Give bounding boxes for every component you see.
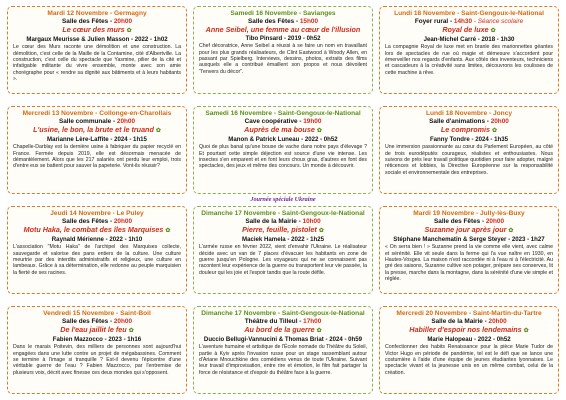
festival-label: Journée spéciale Ukraine bbox=[250, 196, 316, 203]
screening-venue: Salle de la Mairie - 20h00 bbox=[431, 318, 507, 325]
film-credits: Margaux Meurisse & Julien Masson - 2022 - 1h02 bbox=[26, 35, 168, 43]
screening-date: Samedi 16 Novembre - Saint-Gengoux-le-National bbox=[205, 110, 361, 117]
leaf-icon: ✿ bbox=[316, 128, 322, 134]
screening-venue: Salle des Fêtes - 20h00 bbox=[62, 218, 132, 225]
screening-date: Vendredi 15 Novembre - Saint-Boil bbox=[43, 310, 151, 317]
leaf-icon: ✿ bbox=[318, 228, 324, 234]
leaf-icon: ✿ bbox=[128, 328, 134, 334]
film-credits: Maciek Hamela - 2022 - 1h25 bbox=[242, 235, 324, 243]
screening-date: Jeudi 14 Novembre - Le Puley bbox=[50, 210, 144, 217]
film-synopsis: Chef décoratrice, Anne Seibel a réussi à se faire un nom en travaillant pour les plus grands réalisateurs, de Clint Eastwood à Woody Allen, en passant par Spielberg. Interviews, dessins, photos, extraits des films auxquels elle a contribué émaillent son propos et nous dévoilent "l'envers du décor". bbox=[199, 43, 367, 75]
film-title: Royal de luxe ✿ bbox=[442, 25, 496, 34]
screening-venue: Salle des Fêtes - 20h00 bbox=[62, 318, 132, 325]
film-synopsis: L'association "Motu Haka" de l'archipel des Marquises collecte, sauvegarde et valorise des pans entiers de la culture. Une culture meurtrie par des interdits administratifs et religieux, une culture en lambeaux. Grâce à sa détermination, elle redonne au peuple marquisien la fierté de ses racines. bbox=[13, 244, 181, 276]
film-title: Le compromis ✿ bbox=[440, 125, 498, 134]
leaf-icon: ✿ bbox=[523, 328, 529, 334]
screening-date: Lundi 18 Novembre - Joncy bbox=[425, 110, 513, 117]
film-synopsis: Dans le marais Poitevin, des milliers de personnes sont aujourd'hui engagées dans une lutte contre un projet de mégabassines. Comment se termine à l'image si tranquille ? Est-il devenu l'épicentre d'une véritable guerre de l'eau ? Fabien Mazzocco, par l'entremise de plusieurs voix, décrit avec finesse ces deux mondes qui s'opposent. bbox=[13, 344, 181, 376]
film-credits: Fanny Tondre - 2024 - 1h35 bbox=[429, 135, 509, 143]
screening-date: Mercredi 13 Novembre - Collonge-en-Charollais bbox=[22, 110, 172, 117]
screening-venue: Salle de la Mairie - 10h00 bbox=[245, 218, 321, 225]
screening-card bbox=[379, 206, 559, 294]
screening-card bbox=[193, 306, 373, 394]
screening-card bbox=[379, 306, 559, 394]
screening-card bbox=[379, 6, 559, 94]
screening-card bbox=[7, 306, 187, 394]
film-synopsis: Chapelle-Darblay est la dernière usine à fabriquer du papier recyclé en France. Fermée depuis 2019, elle est désormais menacée de démantèlement. Alors que les 217 salariés ont perdu leur emploi, trois d'entre eux se battent pour sauver la papeterie. Vont-ils réussir? bbox=[13, 144, 181, 170]
film-title: Au bord de la guerre ✿ bbox=[244, 325, 322, 334]
film-synopsis: Le cœur des Murs raconte une démolition et une construction. La démolition, c'est celle de la Maille de la Contamine, cité d'Albertville. La construction, c'est celle du spectacle que Yasmine, pilier de la cité et infatigable militante du vivre ensemble, monte avec son amie chorégraphe pour « rendre sa dignité aux bâtiments et à leurs habitants ». bbox=[13, 44, 181, 82]
film-credits: Stéphane Manchematin & Serge Steyer - 2023 - 1h27 bbox=[393, 235, 545, 243]
film-credits: Marie Halopeau - 2022 - 0h52 bbox=[427, 335, 511, 343]
screening-venue: Salle des Fêtes - 15h00 bbox=[248, 18, 318, 25]
film-title: De l'eau jaillit le feu ✿ bbox=[60, 325, 134, 334]
film-synopsis: Confectionner des habits Renaissance pour la pièce Marie Tudor de Victor Hugo en période de pandémie, tel est le défi que se lance une costumière à l'aide d'une équipe de jeunes étudiantes lyonnaises. Le spectacle vivant et la jeunesse unis en un même combat, celui de la création. bbox=[385, 344, 553, 376]
leaf-icon: ✿ bbox=[165, 228, 171, 234]
screening-date: Lundi 18 Novembre - Saint-Gengoux-le-National bbox=[394, 10, 544, 17]
screening-venue: Salle communale - 20h00 bbox=[58, 118, 136, 125]
screening-card bbox=[193, 206, 373, 294]
screening-card bbox=[193, 106, 373, 194]
film-title: Pierre, feuille, pistolet ✿ bbox=[242, 225, 324, 234]
film-title: Habiller d'espoir nos lendemains ✿ bbox=[409, 325, 529, 334]
leaf-icon: ✿ bbox=[316, 328, 322, 334]
film-title: Suzanne jour après jour ✿ bbox=[424, 225, 514, 234]
screening-card bbox=[7, 206, 187, 294]
screening-venue: Salle d'animations - 20h00 bbox=[429, 118, 509, 125]
leaf-icon: ✿ bbox=[155, 128, 161, 134]
screening-date: Mardi 12 Novembre - Germagny bbox=[47, 10, 147, 17]
film-synopsis: L'aventure humaine et artistique de l'École nomade du Théâtre du Soleil, partie à Kyiv après l'invasion russe pour un stage rassemblant autour d'Ariane Mnouchkine des comédiens venus de toute l'Ukraine. Suivant leur travail d'improvisation, entre rire et émotion, le film fait partager la force de résistance et d'espoir du théâtre face à la guerre. bbox=[199, 344, 367, 376]
film-synopsis: « On serra bien ! » Suzanne prend la vie comme elle vient, avec calme et sérénité. Elle vit seule dans la ferme qui l'a vue naître en 1930, en Hautes-Vosges. La maison n'est raccordée ni à l'eau ni à l'électricité. Au gré des saisons, Suzanne cultive son potager, prépare ses conserves, lit la presse, marche dans la montagne, dans la sérénité d'une vie simple et réglée. bbox=[385, 244, 553, 282]
film-title: Le cœur des murs ✿ bbox=[62, 25, 132, 34]
screening-date: Dimanche 17 Novembre - Saint-Gengoux-le-National bbox=[201, 210, 365, 217]
screening-date: Mercredi 20 Novembre - Saint-Martin-du-Tartre bbox=[396, 310, 542, 317]
screening-venue: Théâtre du Tilleul - 17h00 bbox=[244, 318, 322, 325]
leaf-icon: ✿ bbox=[492, 128, 498, 134]
film-title: Motu Haka, le combat des îles Marquises ✿ bbox=[23, 225, 171, 234]
session-note: - Séance scolaire bbox=[473, 18, 524, 25]
film-credits: Duccio Bellugi-Vannucini & Thomas Briat - 2024 - 0h59 bbox=[203, 335, 363, 343]
screening-card bbox=[193, 6, 373, 94]
screening-date: Dimanche 17 Novembre - Saint-Gengoux-le-National bbox=[201, 310, 365, 317]
screening-card bbox=[379, 106, 559, 194]
leaf-icon: ✿ bbox=[126, 28, 132, 34]
film-synopsis: L'armée russe en février 2022, vient d'envahir l'Ukraine. Le réalisateur décide avec un van de 7 places d'évacuer les habitants en zone de guerre jusqu'en Pologne. Les voyageurs qui ne se connaissent pas racontent leur expérience de la guerre ou transportent leur vie passée, la douleur qui les joie et l'espoir tandis que la route défile. bbox=[199, 244, 367, 276]
film-credits: Tibo Pinsard - 2019 - 0h52 bbox=[245, 34, 321, 42]
leaf-icon: ✿ bbox=[490, 28, 496, 34]
film-title: Auprès de ma bouse ✿ bbox=[244, 125, 322, 134]
film-synopsis: Une immersion passionnante au cœur du Parlement Européen, au côté de trois eurodéputés courageux, réalistes et enthousiastes. Nous suivons de près leur travail politique quotidien pour faire adopter, malgré réticences et lobbies, la Directive Européenne sur la responsabilité sociale et environnementale des entreprises. bbox=[385, 144, 553, 176]
film-credits: Fabien Mazzocco - 2023 - 1h16 bbox=[52, 335, 142, 343]
film-credits: Jean-Michel Carré - 2018 - 1h30 bbox=[423, 35, 515, 43]
screening-venue: Cave coopérative - 19h00 bbox=[244, 118, 322, 125]
leaf-icon: ✿ bbox=[508, 228, 514, 234]
screening-venue: Salle des Fêtes - 20h00 bbox=[62, 18, 132, 25]
screening-date: Samedi 16 Novembre - Savianges bbox=[230, 10, 336, 17]
screening-venue: Foyer rural - 14h30 - Séance scolaire bbox=[414, 18, 524, 25]
screening-card bbox=[7, 106, 187, 194]
film-synopsis: Quoi de plus banal qu'une bouse de vache dans notre pays d'élevage ? Et pourtant cette simple déjection est source d'une vie intense. Les insectes s'en emparent et en font leurs choux gras, d'autres en font des spectacles, des jeux et même des concours. Un monde à découvrir. bbox=[199, 144, 367, 170]
film-credits: Manon & Patrick Luneau - 2022 - 0h52 bbox=[228, 135, 338, 143]
film-synopsis: La compagnie Royal de luxe met en branle des marionnettes géantes lors de spectacles de rue où magie et démesure s'accordent pour émerveiller nos regards d'enfants. Aux côtés des inventeurs, techniciens et cascadeurs à la créativité sans limites, découvrons les coulisses de cette machine à rêve. bbox=[385, 44, 553, 76]
film-title: L'usine, le bon, la brute et le truand ✿ bbox=[33, 125, 161, 134]
film-credits: Raynald Mérienne - 2022 - 1h10 bbox=[51, 235, 143, 243]
screening-date: Mardi 19 Novembre - Jully-lès-Buxy bbox=[413, 210, 525, 217]
film-credits: Marianne Lère-Laffite - 2024 - 1h15 bbox=[47, 135, 147, 143]
screening-card bbox=[7, 6, 187, 94]
film-title: Anne Seibel, une femme au cœur de l'illusion bbox=[205, 25, 361, 34]
screening-venue: Salle des Fêtes - 20h00 bbox=[434, 218, 504, 225]
